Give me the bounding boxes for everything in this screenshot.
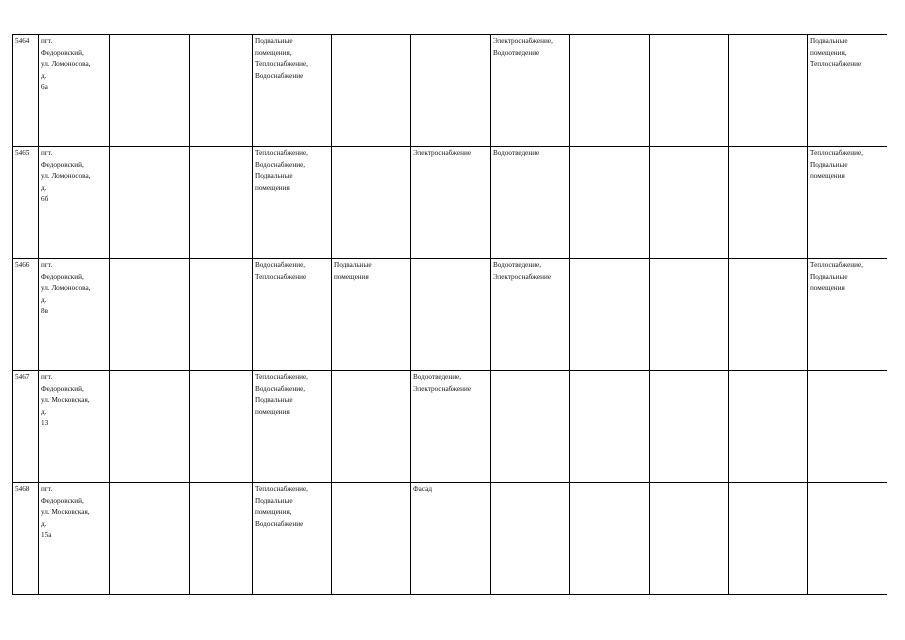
table-row bbox=[13, 35, 887, 147]
col6-cell: Подвальные помещения bbox=[332, 259, 411, 371]
col9-cell bbox=[570, 483, 650, 595]
address-cell: пгт. Федоровский, ул. Московская, д. 13 bbox=[39, 371, 110, 483]
col12-cell: Подвальные помещения, Теплоснабжение bbox=[808, 35, 887, 147]
col10-cell bbox=[650, 147, 729, 259]
col11-cell bbox=[729, 35, 808, 147]
col3-cell bbox=[110, 483, 190, 595]
row-number-cell: 5468 bbox=[13, 483, 39, 595]
col3-cell bbox=[110, 371, 190, 483]
col3-cell bbox=[110, 35, 190, 147]
col5-cell: Теплоснабжение, Подвальные помещения, Водоснабжение bbox=[253, 483, 332, 595]
col12-cell bbox=[808, 371, 887, 483]
col6-cell bbox=[332, 483, 411, 595]
row-number-cell: 5467 bbox=[13, 371, 39, 483]
col11-cell bbox=[729, 147, 808, 259]
col5-cell: Подвальные помещения, Теплоснабжение, Водоснабжение bbox=[253, 35, 332, 147]
row-number-cell: 5464 bbox=[13, 35, 39, 147]
col10-cell bbox=[650, 483, 729, 595]
col10-cell bbox=[650, 371, 729, 483]
col4-cell bbox=[190, 371, 253, 483]
col11-cell bbox=[729, 371, 808, 483]
col4-cell bbox=[190, 147, 253, 259]
col6-cell bbox=[332, 147, 411, 259]
table-row bbox=[13, 371, 887, 483]
table-row bbox=[13, 483, 887, 595]
col5-cell: Теплоснабжение, Водоснабжение, Подвальные помещения bbox=[253, 147, 332, 259]
repair-schedule-table bbox=[12, 34, 887, 595]
address-cell: пгт. Федоровский, ул. Ломоносова, д. 8в bbox=[39, 259, 110, 371]
col6-cell bbox=[332, 371, 411, 483]
table-row bbox=[13, 259, 887, 371]
col6-cell bbox=[332, 35, 411, 147]
col5-cell: Теплоснабжение, Водоснабжение, Подвальные помещения bbox=[253, 371, 332, 483]
col4-cell bbox=[190, 259, 253, 371]
col8-cell: Водоотведение bbox=[491, 147, 570, 259]
col12-cell: Теплоснабжение, Подвальные помещения bbox=[808, 147, 887, 259]
col11-cell bbox=[729, 259, 808, 371]
address-cell: пгт. Федоровский, ул. Ломоносова, д. 6б bbox=[39, 147, 110, 259]
table-row bbox=[13, 147, 887, 259]
col7-cell: Водоотведение, Электроснабжение bbox=[411, 371, 491, 483]
col8-cell bbox=[491, 483, 570, 595]
col9-cell bbox=[570, 35, 650, 147]
col11-cell bbox=[729, 483, 808, 595]
col9-cell bbox=[570, 147, 650, 259]
address-cell: пгт. Федоровский, ул. Ломоносова, д. 6а bbox=[39, 35, 110, 147]
col8-cell bbox=[491, 371, 570, 483]
col3-cell bbox=[110, 147, 190, 259]
col12-cell: Теплоснабжение, Подвальные помещения bbox=[808, 259, 887, 371]
col9-cell bbox=[570, 371, 650, 483]
row-number-cell: 5465 bbox=[13, 147, 39, 259]
col5-cell: Водоснабжение, Теплоснабжение bbox=[253, 259, 332, 371]
col7-cell bbox=[411, 259, 491, 371]
col12-cell bbox=[808, 483, 887, 595]
col8-cell: Электроснабжение, Водоотведение bbox=[491, 35, 570, 147]
row-number-cell: 5466 bbox=[13, 259, 39, 371]
col10-cell bbox=[650, 35, 729, 147]
col7-cell: Фасад bbox=[411, 483, 491, 595]
col9-cell bbox=[570, 259, 650, 371]
col7-cell: Электроснабжение bbox=[411, 147, 491, 259]
col3-cell bbox=[110, 259, 190, 371]
address-cell: пгт. Федоровский, ул. Московская, д. 15а bbox=[39, 483, 110, 595]
col4-cell bbox=[190, 483, 253, 595]
table-body bbox=[13, 35, 887, 595]
col4-cell bbox=[190, 35, 253, 147]
col10-cell bbox=[650, 259, 729, 371]
col7-cell bbox=[411, 35, 491, 147]
col8-cell: Водоотведение, Электроснабжение bbox=[491, 259, 570, 371]
